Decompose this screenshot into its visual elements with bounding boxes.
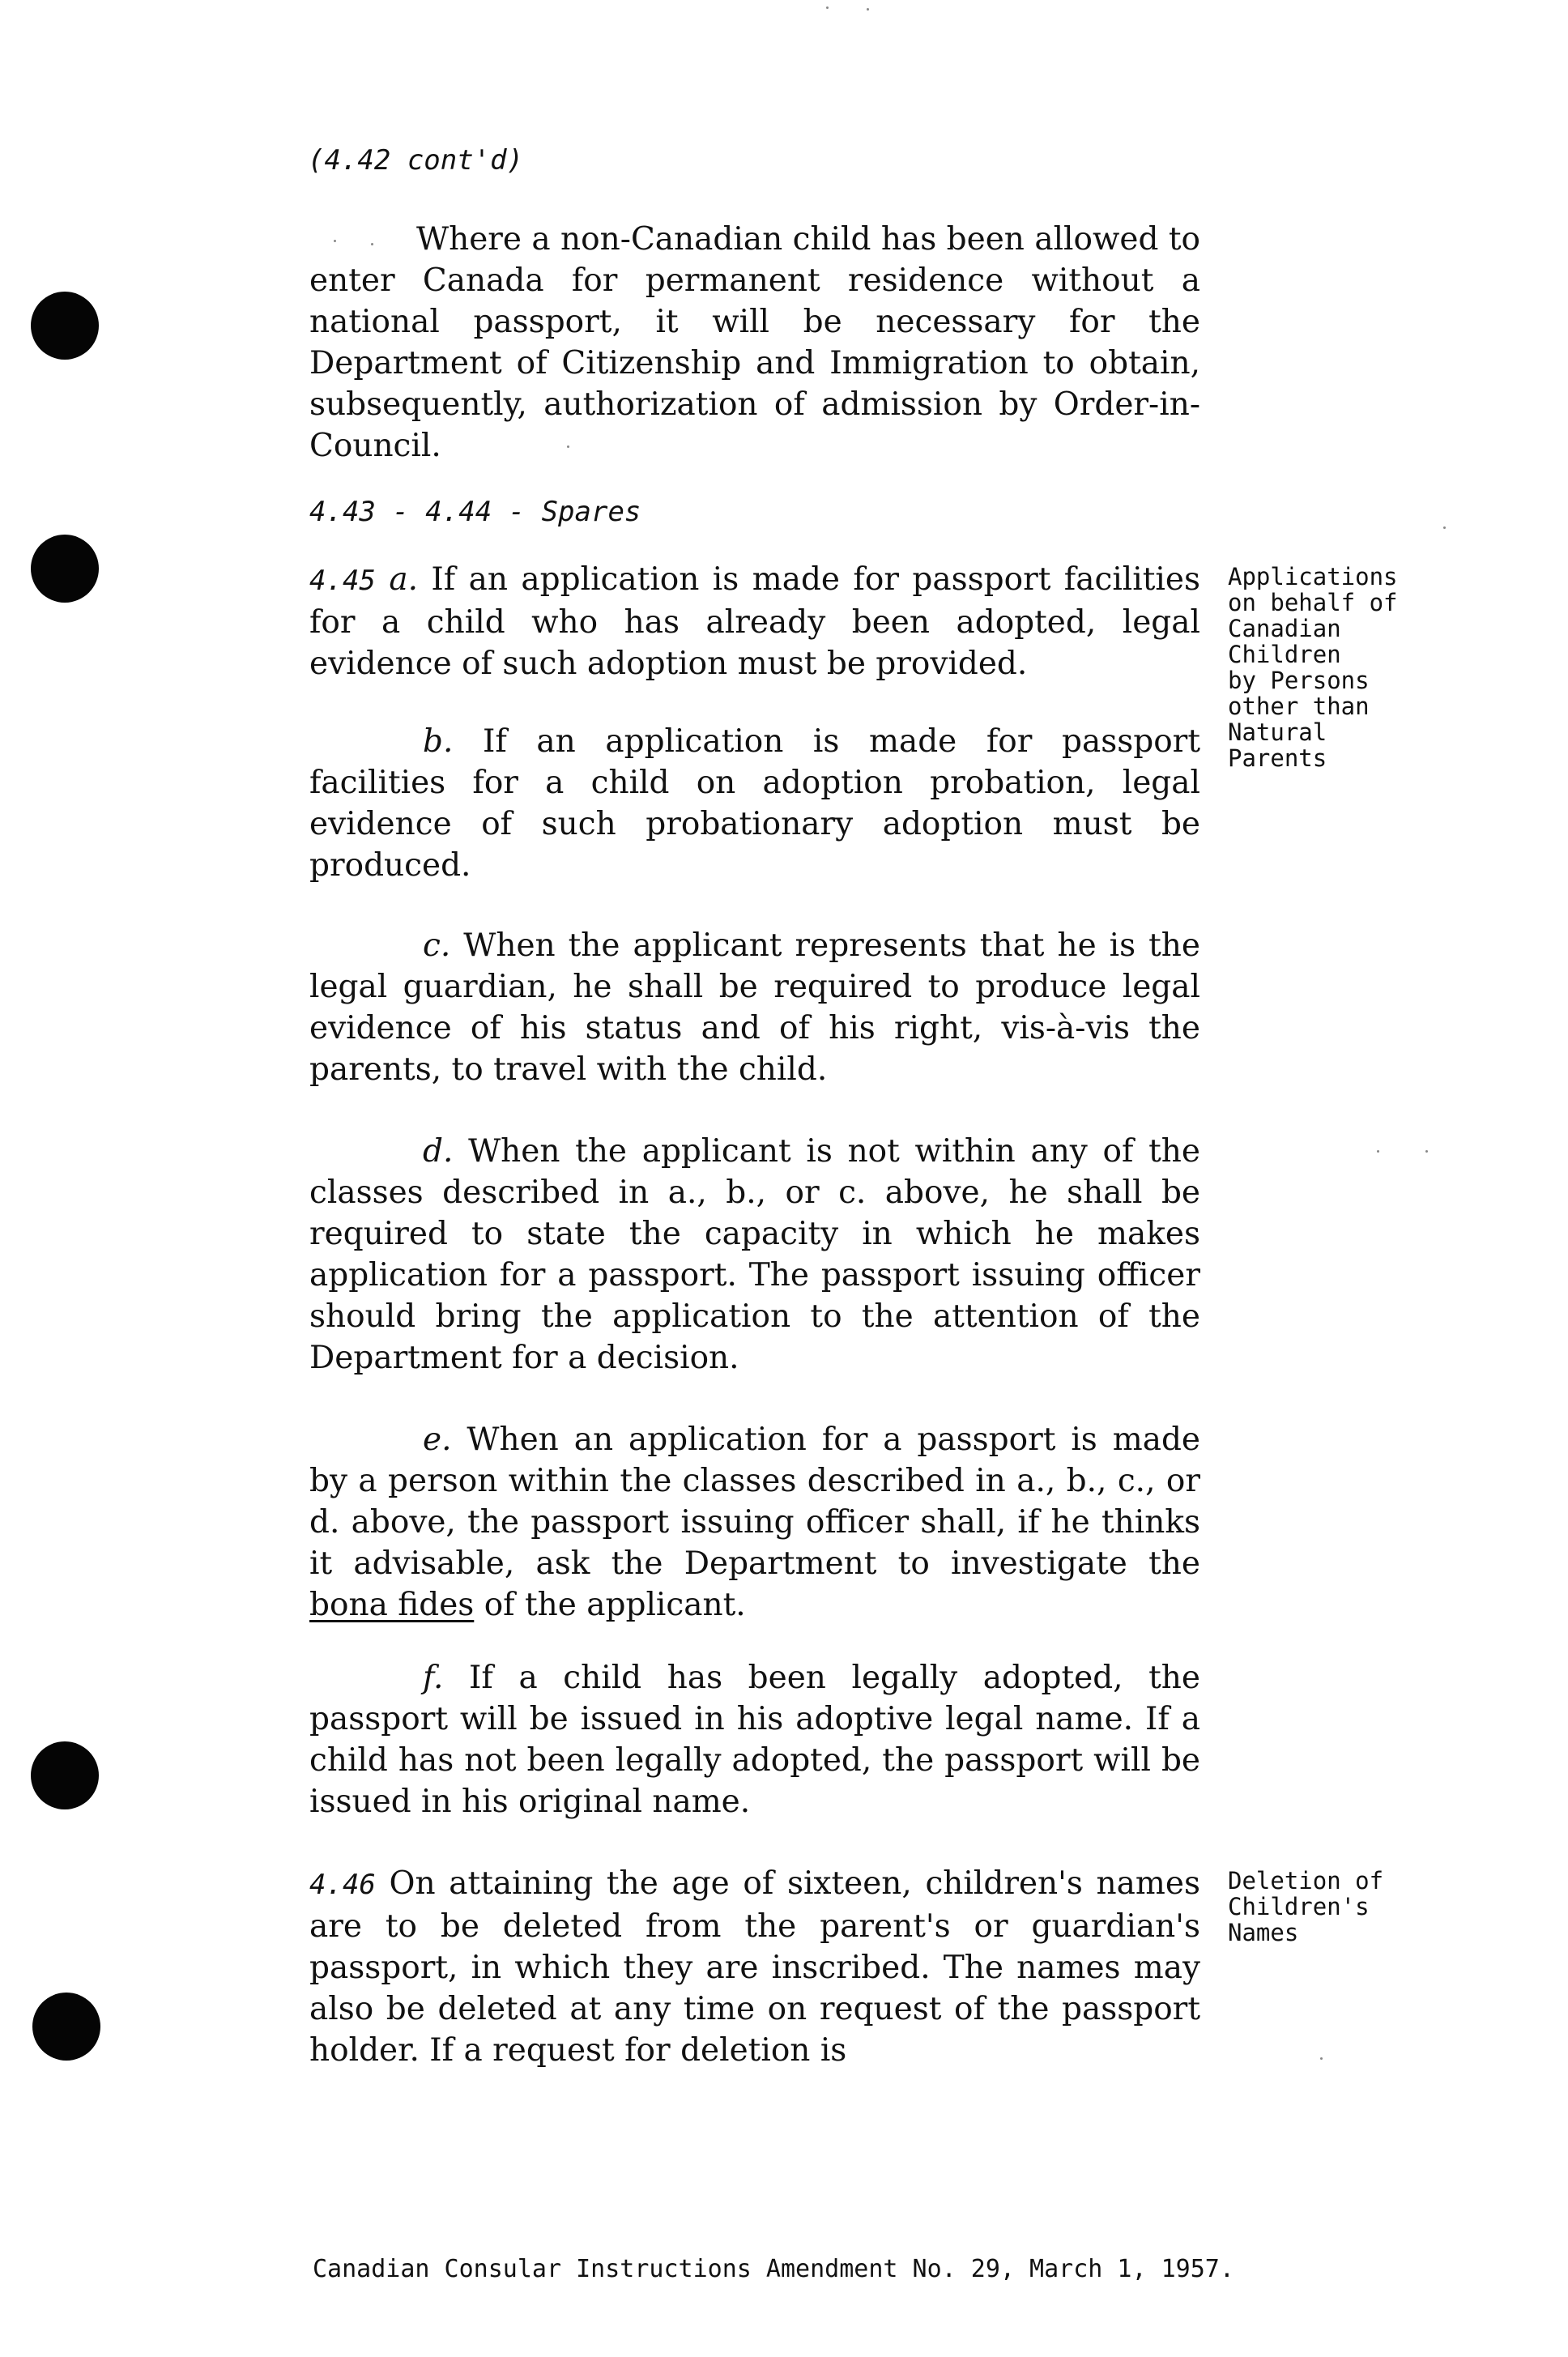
clause-text: When the applicant represents that he is the legal guardian, he shall be required to produce legal evidence of his status and of his right, vis-à-vis the parents, to travel with the child.: [309, 927, 1211, 1088]
continuation-heading: (4.42 cont'd): [308, 144, 524, 177]
clause-letter: a.: [389, 561, 418, 598]
paragraph-4-45-b: [309, 721, 1211, 886]
section-number: 4.46: [309, 1869, 376, 1901]
clause-letter: e.: [423, 1421, 452, 1458]
scan-speck: [1320, 2057, 1323, 2060]
punch-hole: [32, 1993, 100, 2061]
margin-note-applications: Applications on behalf of Canadian Children by Persons other than Natural Parents: [1228, 563, 1398, 772]
paragraph-4-45-f: [309, 1657, 1211, 1822]
clause-letter: d.: [423, 1133, 454, 1170]
clause-text: If a child has been legally adopted, the passport will be issued in his adoptive legal name. If a child has not been legally adopted, the passport will be issued in his original name.: [309, 1660, 1211, 1820]
section-number: 4.45: [309, 565, 376, 597]
underlined-term: bona fides: [309, 1587, 475, 1623]
scan-speck: [826, 6, 829, 9]
spares-heading: 4.43 - 4.44 - Spares: [309, 496, 641, 528]
paragraph-4-45-c: [309, 925, 1211, 1090]
clause-text: of the applicant.: [474, 1587, 746, 1623]
scan-speck: [334, 240, 336, 242]
clause-letter: c.: [423, 927, 451, 964]
clause-letter: b.: [423, 723, 454, 760]
scan-speck: [567, 445, 569, 448]
scan-speck: [371, 243, 373, 245]
paragraph-4-45-e: [309, 1419, 1211, 1626]
scan-speck: [867, 8, 869, 11]
clause-letter: f.: [423, 1660, 444, 1696]
scan-speck: [1377, 1150, 1379, 1153]
scan-speck: [1425, 1150, 1428, 1153]
clause-text: When an application for a passport is made by a person within the classes described in a., b., c., or d. above, the passport issuing officer shall, if he thinks it advisable, ask the Department to investigate the: [309, 1421, 1211, 1582]
clause-text: When the applicant is not within any of the classes described in a., b., or c. above, he shall be required to state the capacity in which he makes application for a passport. The passport issuing officer should bring the application to the attention of the Department for a decision.: [309, 1133, 1211, 1376]
clause-text: If an application is made for passport facilities for a child who has already been adopted, legal evidence of such adoption must be provided.: [309, 561, 1211, 682]
punch-hole: [31, 292, 99, 360]
punch-hole: [31, 535, 99, 603]
page-footer: Canadian Consular Instructions Amendment No. 29, March 1, 1957.: [313, 2255, 1234, 2283]
paragraph-4-42: Where a non-Canadian child has been allowed to enter Canada for permanent residence without a national passport, it will be necessary for the Department of Citizenship and Immigration to obtain, subsequently, authorization of admission by Order-in-Council.: [309, 221, 1211, 464]
paragraph-4-45-a: [309, 559, 1211, 684]
margin-note-deletion: Deletion of Children's Names: [1228, 1867, 1384, 1946]
paragraph-text: On attaining the age of sixteen, children's names are to be deleted from the parent's or guardian's passport, in which they are inscribed. The names may also be deleted at any time on request of the passport holder. If a request for deletion is: [309, 1865, 1211, 2069]
paragraph-4-46: [309, 1863, 1211, 2071]
scan-speck: [1443, 526, 1446, 529]
punch-hole: [31, 1741, 99, 1809]
clause-text: If an application is made for passport facilities for a child on adoption probation, legal evidence of such probationary adoption must be produced.: [309, 723, 1211, 884]
paragraph-4-45-d: [309, 1131, 1211, 1379]
